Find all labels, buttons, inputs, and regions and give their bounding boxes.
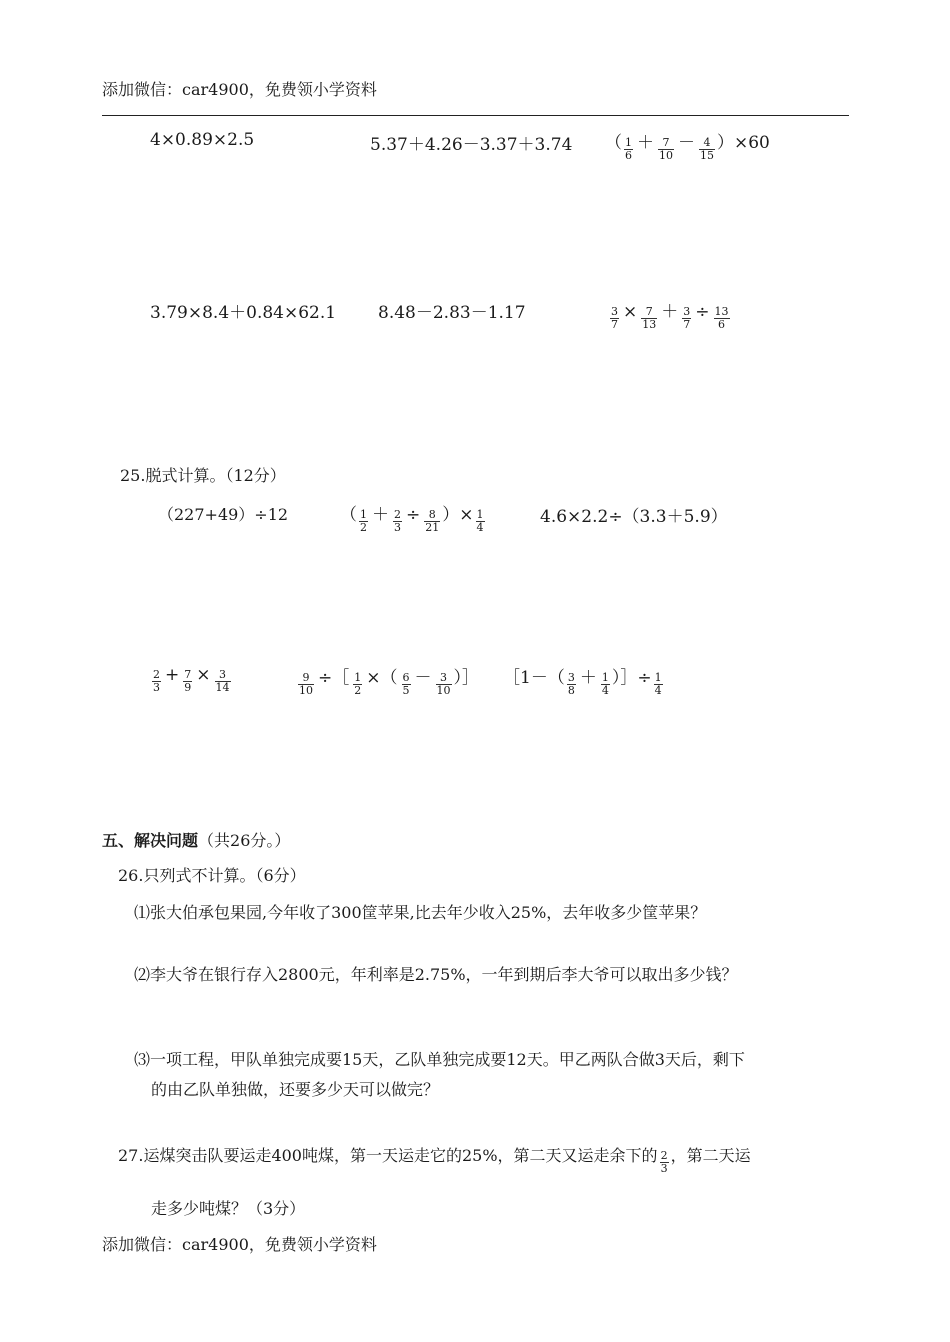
fraction: $\frac{3}{7}$ (611, 305, 618, 331)
expr-r2-2: 8.48－2.83－1.17 (378, 303, 526, 323)
fraction: $\frac{2}{3}$ (153, 668, 160, 694)
fraction: $\frac{2}{3}$ (660, 1149, 668, 1175)
q25-expr-3: 4.6×2.2÷（3.3＋5.9） (540, 507, 728, 527)
fraction: $\frac{3}{7}$ (683, 305, 691, 331)
fraction: $\frac{3}{8}$ (567, 671, 575, 697)
q26-title: 26.只列式不计算。（6分） (118, 866, 306, 885)
expr-r1-3: （ $\frac{1}{6}$ ＋ $\frac{7}{10}$ － $\frac{4}{15}$ ）×60 (605, 133, 770, 162)
fraction: $\frac{1}{2}$ (354, 671, 362, 697)
q25-expr-1: （227+49）÷12 (158, 505, 289, 524)
fraction: $\frac{1}{4}$ (654, 671, 662, 697)
fraction: $\frac{1}{2}$ (360, 508, 367, 534)
fraction: $\frac{7}{10}$ (659, 136, 673, 162)
fraction: $\frac{3}{10}$ (436, 671, 451, 697)
q25-expr-2: （ $\frac{1}{2}$ ＋ $\frac{2}{3}$ ÷ $\frac{8}{21}$ ）× $\frac{1}{4}$ (340, 505, 484, 534)
q25-expr-6: ［1－（ $\frac{3}{8}$ ＋ $\frac{1}{4}$ ）］÷ $\frac{1}{4}$ (503, 668, 662, 697)
fraction: $\frac{2}{3}$ (394, 508, 401, 534)
fraction: $\frac{3}{14}$ (215, 668, 230, 694)
page-footer: 添加微信：car4900，免费领小学资料 (102, 1235, 377, 1254)
q26-part-2: ⑵李大爷在银行存入2800元，年利率是2.75%，一年到期后李大爷可以取出多少钱？ (134, 965, 738, 984)
fraction: $\frac{4}{15}$ (700, 136, 714, 162)
fraction: $\frac{8}{21}$ (425, 508, 440, 534)
fraction: $\frac{1}{4}$ (601, 671, 609, 697)
fraction: $\frac{1}{4}$ (476, 508, 484, 534)
q26-part-1: ⑴张大伯承包果园,今年收了300筐苹果,比去年少收入25%，去年收多少筐苹果？ (134, 903, 707, 922)
fraction: $\frac{9}{10}$ (299, 671, 313, 697)
q25-expr-4: $\frac{2}{3}$ + $\frac{7}{9}$ × $\frac{3}{14}$ (153, 665, 230, 694)
expr-r2-1: 3.79×8.4＋0.84×62.1 (150, 303, 337, 323)
fraction: $\frac{7}{9}$ (184, 668, 192, 694)
q25-title: 25.脱式计算。（12分） (120, 466, 286, 485)
q27-line-1: 27.运煤突击队要运走400吨煤，第一天运走它的25%，第二天又运走余下的 $\frac{2}{3}$ ，第二天运 (118, 1146, 751, 1175)
page-header: 添加微信：car4900，免费领小学资料 (102, 80, 377, 99)
header-rule (102, 115, 849, 116)
expr-r1-2: 5.37＋4.26－3.37＋3.74 (370, 135, 573, 155)
fraction: $\frac{7}{13}$ (642, 305, 657, 331)
q26-part-3-line-2: 的由乙队单独做，还要多少天可以做完？ (151, 1080, 440, 1099)
fraction: $\frac{1}{6}$ (625, 136, 632, 162)
expr-r1-1: 4×0.89×2.5 (150, 130, 255, 150)
fraction: $\frac{6}{5}$ (402, 671, 410, 697)
q27-line-2: 走多少吨煤？（3分） (151, 1199, 306, 1218)
section-5-title: 五、解决问题（共26分。） (102, 831, 291, 850)
fraction: $\frac{13}{6}$ (714, 305, 729, 331)
q25-expr-5: $\frac{9}{10}$ ÷［ $\frac{1}{2}$ ×（ $\frac{6}{5}$ － $\frac{3}{10}$ ）］ (299, 668, 479, 697)
expr-r2-3: $\frac{3}{7}$ × $\frac{7}{13}$ ＋ $\frac{3}{7}$ ÷ $\frac{13}{6}$ (611, 302, 729, 331)
q26-part-3-line-1: ⑶一项工程，甲队单独完成要15天，乙队单独完成要12天。甲乙两队合做3天后，剩下 (134, 1050, 745, 1069)
